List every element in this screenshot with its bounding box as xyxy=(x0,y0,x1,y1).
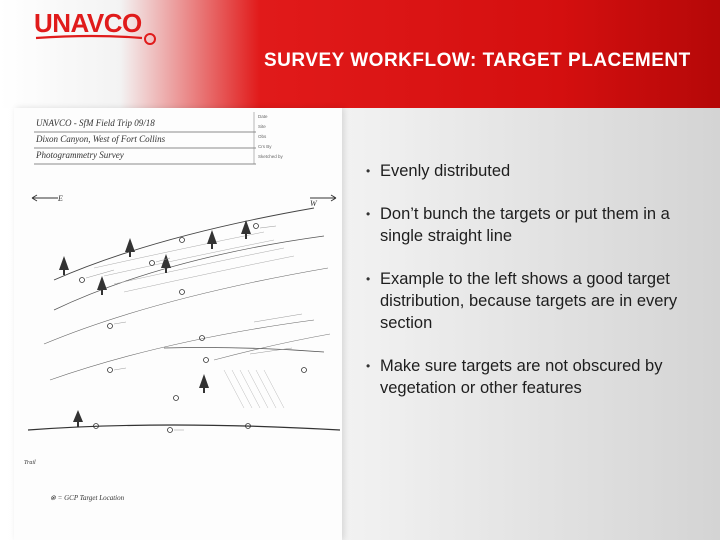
bullet-text: Example to the left shows a good target distribution, because targets are in every section xyxy=(380,270,678,332)
trail-label: Trail xyxy=(24,460,36,466)
bullet-text: Don’t bunch the targets or put them in a single straight line xyxy=(380,205,670,245)
bullet-list xyxy=(366,160,706,420)
bullet-dot-icon: • xyxy=(366,207,371,221)
slope-line xyxy=(214,334,330,360)
target-placement-sketch xyxy=(14,108,342,540)
sketch-side-label-crs: Crs By xyxy=(258,144,272,149)
compass-west-label: W xyxy=(310,199,317,208)
sketch-legend: ⊗ = GCP Target Location xyxy=(50,494,125,502)
sketch-header-line-1: UNAVCO - SfM Field Trip 09/18 xyxy=(36,118,155,128)
trail-line xyxy=(28,425,340,430)
slope-line xyxy=(50,320,314,380)
tree-icons xyxy=(59,220,251,427)
bullet-item xyxy=(366,268,706,334)
bullet-item xyxy=(366,160,706,182)
bullet-dot-icon: • xyxy=(366,359,371,373)
sketch-side-label-obs: Obs xyxy=(258,134,267,139)
logo-text: UNAVCO xyxy=(34,8,142,38)
bullet-text: Evenly distributed xyxy=(380,162,511,180)
sketch-side-label-date: Date xyxy=(258,114,268,119)
shading-line xyxy=(114,248,284,284)
header-banner xyxy=(0,0,720,108)
bullet-item xyxy=(366,355,706,399)
sketch-side-label-site: Site xyxy=(258,124,266,129)
ridge-line xyxy=(44,268,328,344)
sketch-header-line-3: Photogrammetry Survey xyxy=(36,150,124,160)
page-title: SURVEY WORKFLOW: TARGET PLACEMENT xyxy=(264,50,691,71)
unavco-logo xyxy=(34,8,164,44)
bullet-dot-icon: • xyxy=(366,272,371,286)
slope-line xyxy=(164,348,324,353)
bullet-text: Make sure targets are not obscured by vegetation or other features xyxy=(380,357,663,397)
sketch-drawing xyxy=(14,108,342,540)
bullet-dot-icon: • xyxy=(366,164,371,178)
sketch-header-line-2: Dixon Canyon, West of Fort Collins xyxy=(36,134,166,144)
bullet-item xyxy=(366,203,706,247)
compass-east-label: E xyxy=(58,194,63,203)
sketch-side-label-sketched: Sketched by xyxy=(258,154,283,159)
logo-swoosh-icon xyxy=(34,30,164,46)
hatching xyxy=(224,370,284,408)
ridge-line xyxy=(54,236,324,310)
shading-line xyxy=(124,256,294,292)
